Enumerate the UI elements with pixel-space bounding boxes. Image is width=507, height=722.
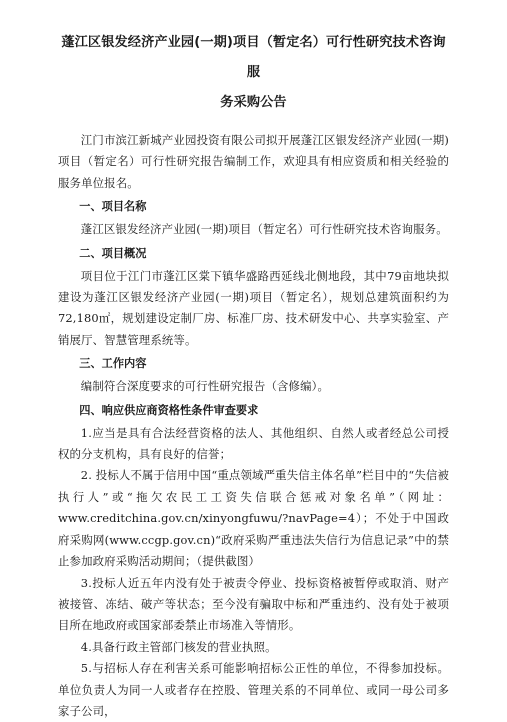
- section-qualification-requirements: [58, 398, 449, 722]
- section-project-name: [58, 194, 449, 240]
- requirement-item: 2. 投标人不属于信用中国“重点领域严重失信主体名单”栏目中的“失信被执行人”或“拖欠农民工工资失信联合惩戒对象名单”（网址：www.creditchina.gov.cn/xinyongfuwu/?navPage=4）；不处于中国政府采购网(www.ccgp.gov.cn)“政府采购严重违法失信行为信息记录”中的禁止参加政府采购活动期间；（提供截图）: [58, 468, 449, 569]
- section-project-overview: [58, 241, 449, 352]
- section-heading: 四、响应供应商资格性条件审查要求: [79, 403, 259, 417]
- section-paragraph: 编制符合深度要求的可行性研究报告（含修编）。: [80, 379, 329, 394]
- requirement-item: 1.应当是具有合法经营资格的法人、其他组织、自然人或者经总公司授权的分支机构，具有良好的信誉；: [58, 425, 449, 462]
- requirement-item: 3.投标人近五年内没有处于被责令停业、投标资格被暂停或取消、财产被接管、冻结、破产等状态；至今没有骗取中标和严重违约、没有处于被项目所在地政府或国家部委禁止市场准入等情形。: [58, 575, 449, 633]
- requirement-item: 4.具备行政主管部门核发的营业执照。: [80, 639, 277, 654]
- section-heading: 三、工作内容: [79, 357, 147, 371]
- section-paragraph: 项目位于江门市蓬江区棠下镇华盛路西延线北侧地段，其中79亩地块拟建设为蓬江区银发经济产业园(一期)项目（暂定名），规划总建筑面积约为72,180㎡，规划建设定制厂房、标准厂房、技术研发中心、共享实验室、产销展厅、智慧管理系统等。: [58, 268, 449, 347]
- requirement-item: 5.与招标人存在利害关系可能影响招标公正性的单位，不得参加投标。单位负责人为同一人或者存在控股、管理关系的不同单位、或同一母公司多家子公司，: [58, 661, 449, 718]
- section-heading: 一、项目名称: [79, 200, 147, 214]
- document-title: [58, 28, 449, 118]
- section-paragraph: 蓬江区银发经济产业园(一期)项目（暂定名）可行性研究技术咨询服务。: [80, 222, 448, 237]
- intro-paragraph: 江门市滨江新城产业园投资有限公司拟开展蓬江区银发经济产业园(一期)项目（暂定名）可行性研究报告编制工作，欢迎具有相应资质和相关经验的服务单位报名。: [58, 133, 449, 190]
- section-work-content: [58, 351, 449, 397]
- title-line-1: 蓬江区银发经济产业园(一期)项目（暂定名）可行性研究技术咨询服: [61, 35, 446, 80]
- section-heading: 二、项目概况: [79, 246, 147, 260]
- title-line-2: 务采购公告: [220, 95, 287, 110]
